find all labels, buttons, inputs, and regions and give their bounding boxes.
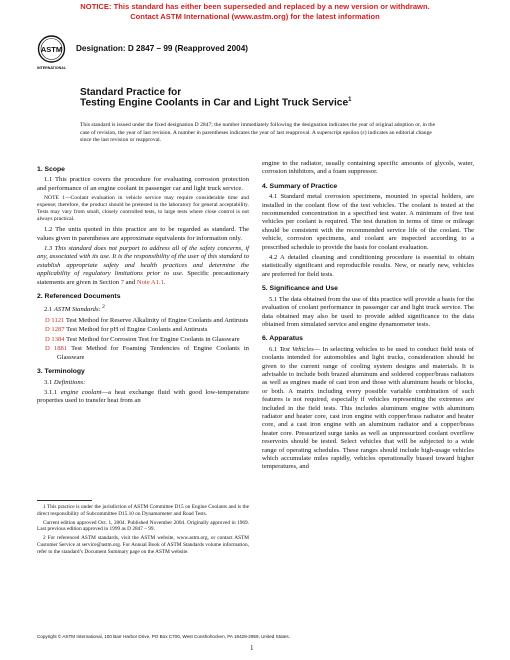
para-1-3-end: . bbox=[163, 278, 166, 286]
link-note-a1-1[interactable]: Note A1.1 bbox=[136, 278, 164, 286]
copyright-line: Copyright © ASTM International, 100 Barr Harbor Drive, PO Box C700, West Conshohocken, PA 19428-2959, United States. bbox=[37, 634, 290, 639]
para-1-3 bbox=[37, 245, 249, 287]
reference-item bbox=[37, 336, 249, 344]
para-1-1: 1.1 This practice covers the procedure for evaluating corrosion protection and performance of an engine coolant in passenger car and light truck service. bbox=[37, 176, 249, 192]
para-6-1-label: 6.1 bbox=[269, 345, 280, 353]
footnote-1: 1 This practice is under the jurisdiction of ASTM Committee D15 on Engine Coolants and is the direct responsibility of Subcommittee D15.10 on Dynamometer and Road Tests. bbox=[37, 504, 249, 517]
reference-item bbox=[37, 345, 249, 362]
title-line-1: Standard Practice for bbox=[80, 87, 182, 98]
footnote-ref-2: 2 bbox=[100, 304, 105, 311]
astm-standards-label: ASTM Standards: bbox=[53, 306, 101, 314]
para-1-3-and: and bbox=[123, 278, 137, 286]
note-1: NOTE 1—Coolant evaluation in vehicle service may require considerable time and expense; therefore, the product should be pretested in the laboratory for general acceptability. Tests may vary from small, closely controlled tests, to large tests where close control is not always practical. bbox=[37, 195, 249, 223]
right-column bbox=[262, 160, 474, 474]
safety-statement: 1.3 This standard does not purport to address all of the safety concerns, if any, associated with its use. It is the responsibility of the user of this standard to establish appropriate safety and health practices and determine the applicability of regulatory limitations prior to use. bbox=[37, 245, 249, 278]
withdrawal-notice bbox=[0, 2, 510, 22]
para-1-3-text: Specific precautionary statements are given in Section bbox=[37, 270, 249, 286]
term-engine-coolant: engine coolant bbox=[60, 388, 102, 396]
logo-text: ASTM bbox=[40, 45, 63, 54]
link-section-7[interactable]: 7 bbox=[120, 278, 124, 286]
footnote-2: 2 For referenced ASTM standards, visit the ASTM website, www.astm.org, or contact ASTM Customer Service at service@astm.org. For Annual Book of ASTM Standards volume information, refer to the standard’s Document Summary page on the ASTM website. bbox=[37, 535, 249, 555]
title-line-2 bbox=[80, 97, 351, 108]
section-2-heading: 2. Referenced Documents bbox=[37, 293, 121, 301]
notice-line-1: NOTICE: This standard has either been superseded and replaced by a new version or withdrawn. bbox=[80, 2, 430, 11]
title-text: Testing Engine Coolants in Car and Light Truck Service bbox=[80, 97, 349, 109]
section-3-heading: 3. Terminology bbox=[37, 368, 85, 376]
test-vehicles-label: Test Vehicles bbox=[279, 345, 314, 353]
reference-item bbox=[37, 326, 249, 334]
section-5-heading: 5. Significance and Use bbox=[262, 285, 338, 293]
title-footnote-ref: 1 bbox=[348, 97, 352, 103]
ref-title: Test Method for Corrosion Test for Engine Coolants in Glassware bbox=[64, 335, 240, 343]
ref-link[interactable]: D 1287 bbox=[45, 326, 65, 334]
section-6-heading: 6. Apparatus bbox=[262, 335, 303, 343]
section-4-heading: 4. Summary of Practice bbox=[262, 182, 338, 190]
para-2-1 bbox=[37, 303, 249, 315]
para-1-2: 1.2 The units quoted in this practice are to be regarded as standard. The values given in parentheses are approximate equivalents for information only. bbox=[37, 226, 249, 242]
notice-line-2: Contact ASTM International (www.astm.org) for the latest information bbox=[130, 12, 380, 21]
para-3-1-label: 3.1 bbox=[44, 378, 54, 386]
reference-item bbox=[37, 317, 249, 325]
para-3-1-1-label: 3.1.1 bbox=[44, 388, 61, 396]
page-number: 1 bbox=[250, 644, 254, 652]
section-1-heading: 1. Scope bbox=[37, 166, 65, 173]
para-3-1-1 bbox=[37, 389, 249, 406]
ref-title: Test Method for Foaming Tendencies of Engine Coolants in Glassware bbox=[57, 345, 249, 361]
para-4-2: 4.2 A detailed cleaning and conditioning procedure is essential to obtain statistically significant and reproducible results. New, or nearly new, vehicles are preferred for field tests. bbox=[262, 254, 474, 278]
ref-link[interactable]: D 1384 bbox=[45, 335, 65, 343]
footnotes bbox=[37, 504, 249, 558]
definition-text: —a heat exchange fluid with good low-temperature properties used to transfer heat from an bbox=[37, 388, 249, 405]
para-5-1: 5.1 The data obtained from the use of this practice will provide a basis for the evaluation of coolant performance in passenger car and light truck service. The data obtained may also be used to provide added significance to the data obtained from simulated service and engine dynamometer tests. bbox=[262, 295, 474, 328]
designation: Designation: D 2847 – 99 (Reapproved 2004) bbox=[76, 44, 249, 53]
astm-logo bbox=[37, 34, 66, 74]
ref-title: Test Method for Reserve Alkalinity of Engine Coolants and Antirusts bbox=[64, 317, 249, 325]
left-column bbox=[37, 160, 249, 408]
footnote-1-edition: Current edition approved Oct. 1, 2004. Published November 2004. Originally approved in 1969. Last previous edition approved in 1999 as D 2847 – 99. bbox=[37, 519, 249, 533]
ref-title: Test Method for pH of Engine Coolants and Antirusts bbox=[64, 326, 208, 334]
issued-statement: This standard is issued under the fixed designation D 2847; the number immediately following the designation indicates the year of original adoption or, in the case of revision, the year of last revision. A number in parentheses indicates the year of last reapproval. A superscript epsilon (ε) indicates an editorial change since the last revision or reapproval. bbox=[80, 122, 436, 144]
definitions-label: Definitions: bbox=[53, 378, 86, 386]
footnote-divider bbox=[37, 500, 92, 501]
para-6-1 bbox=[262, 346, 474, 472]
definition-continued: engine to the radiator, usually containing specific amounts of glycols, water, corrosion inhibitors, and a foam suppressor. bbox=[262, 160, 474, 176]
para-4-1: 4.1 Standard metal corrosion specimens, mounted in special holders, are installed in the coolant flow of the test vehicles. The coolant is tested at the recommended concentration in a specified test water. A minimum of five test vehicles per coolant is required. The test duration in terms of time or mileage should be consistent with the recommended service life of the coolant. The vehicle, corrosion specimens, and coolant are inspected according to a prescribed schedule to provide the basis for coolant evaluation. bbox=[262, 193, 474, 251]
para-3-1 bbox=[37, 379, 249, 387]
ref-link[interactable]: D 1881 bbox=[45, 345, 68, 353]
para-2-1-label: 2.1 bbox=[44, 306, 54, 314]
logo-subtext: INTERNATIONAL bbox=[37, 66, 66, 70]
ref-link[interactable]: D 1121 bbox=[45, 317, 65, 325]
para-6-1-text: — In selecting vehicles to be used to conduct field tests of coolants intended for automobiles and light trucks, consideration should be given to the current range of cooling system designs and materials. It is advisable to include both brazed aluminum and soldered copper/brass radiators as well as engines made of cast iron and those with aluminum heads or blocks, or both. A matrix including every possible variable combination of such features is not required, especially if vehicles representing the extremes are included in the field tests. This includes aluminum engine with aluminum radiator and heater core, cast iron engine with copper/brass radiator and heater core, and a cast iron engine with an aluminum radiator and a copper/brass heater core. Pressurized surge tanks as well as unpressurized coolant overflow reservoirs should be tested. Select vehicles that will be subjected to a wide range of operating schedules. These ranges should include high-usage vehicles which accumulate miles rapidly, vehicles operationally biased toward higher temperatures, and bbox=[262, 345, 475, 471]
